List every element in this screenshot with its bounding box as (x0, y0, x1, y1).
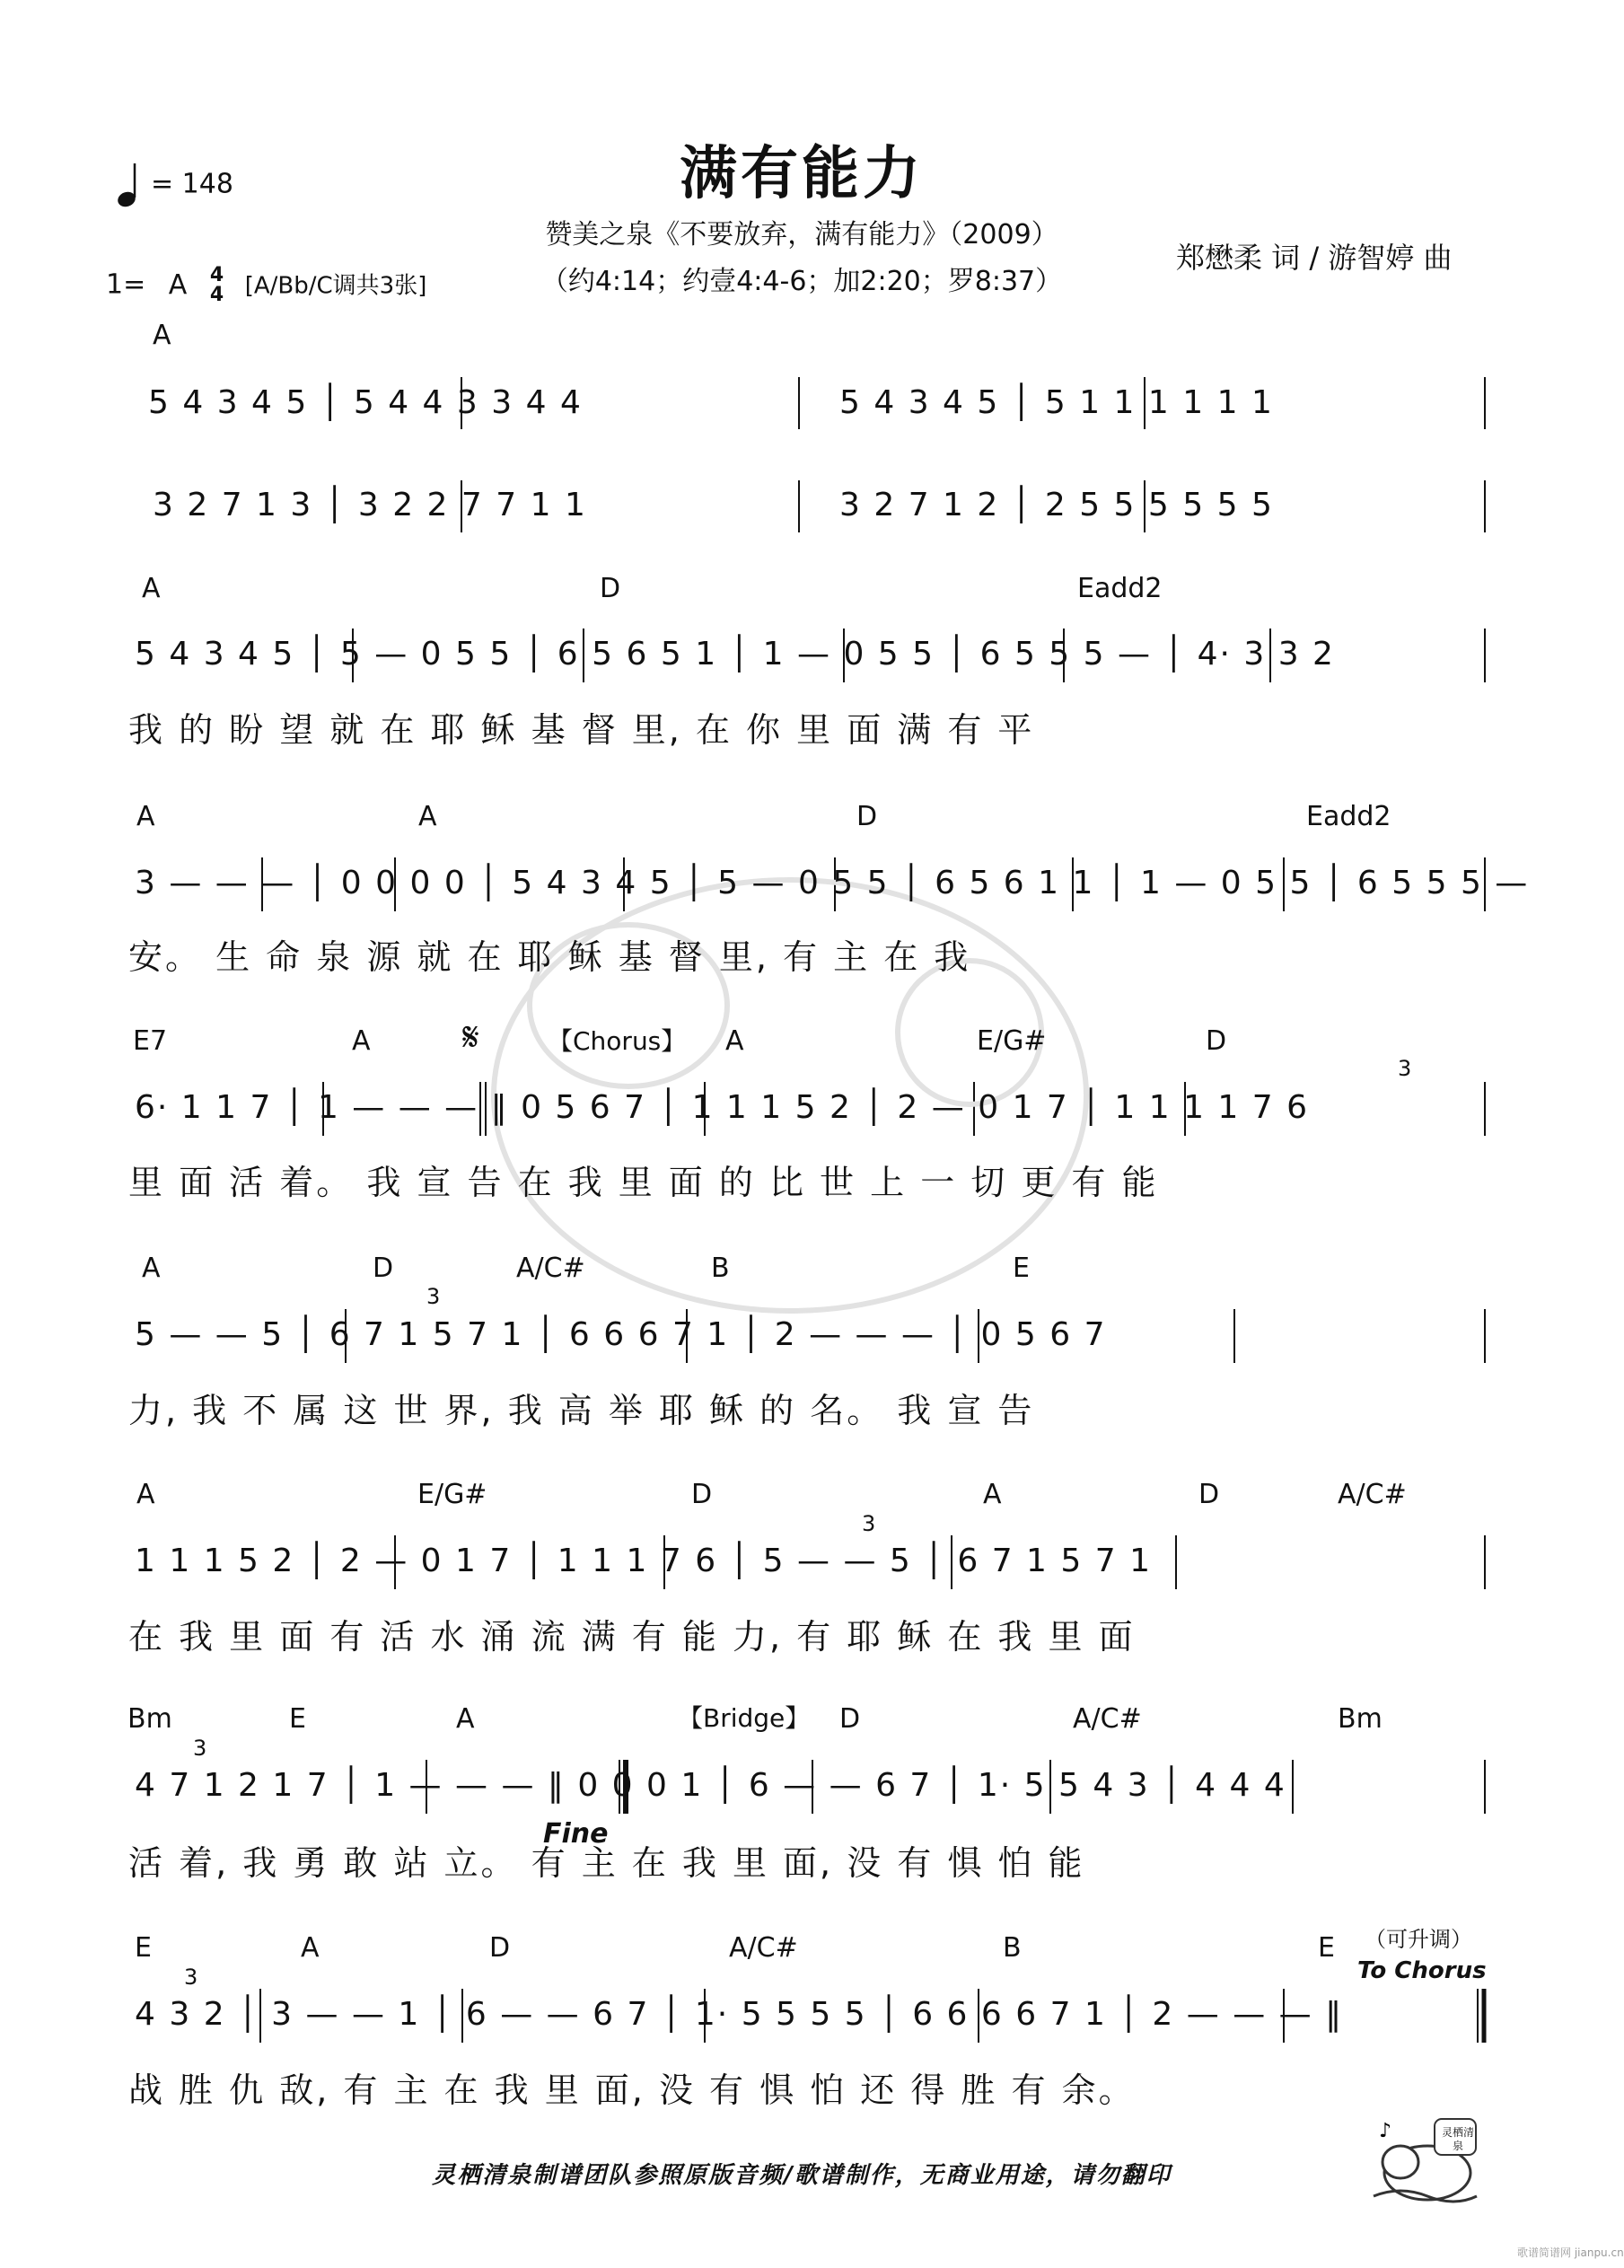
row5-chord-2: E/G# (417, 1479, 487, 1510)
key-value: A (168, 268, 188, 301)
row5-lyrics: 在 我 里 面 有 活 水 涌 流 满 有 能 力, 有 耶 稣 在 我 里 面 (128, 1617, 1136, 1657)
row2-notes: 3 — — — │ 0 0 0 0 │ 5 4 3 4 5 │ 5 — 0 5 5 │ 6 5 6 1 1 │ 1 — 0 5 5 │ 6 5 5 5 — (135, 865, 1530, 901)
key-up-note: （可升调） (1365, 1927, 1472, 1952)
row2-chord-3: D (856, 801, 878, 832)
svg-text:♪: ♪ (1379, 2120, 1392, 2142)
row3-triplet: 3 (1398, 1056, 1412, 1081)
row5-chord-5: D (1198, 1479, 1220, 1510)
intro-harmony-a: 3 2 7 1 3 │ 3 2 2 7 7 1 1 (153, 487, 587, 523)
row3-chord-1: E7 (133, 1025, 168, 1057)
row7-triplet: 3 (184, 1965, 198, 1990)
row1-notes: 5 4 3 4 5 │ 5 — 0 5 5 │ 6 5 6 5 1 │ 1 — 0 5 5 │ 6 5 5 5 — │ 4· 3 3 2 (135, 636, 1335, 672)
row3-chord-4: E/G# (977, 1025, 1047, 1057)
row1-lyrics: 我 的 盼 望 就 在 耶 稣 基 督 里, 在 你 里 面 满 有 平 (128, 710, 1035, 750)
row7-chord-4: A/C# (729, 1932, 798, 1964)
segno-sign: 𝄋 (462, 1015, 479, 1060)
row4-chord-4: B (711, 1253, 730, 1284)
row6-triplet: 3 (193, 1736, 207, 1761)
row1-chord-3: Eadd2 (1077, 573, 1163, 604)
key-note: [A/Bb/C调共3张] (244, 272, 427, 300)
key-prefix: 1= (106, 268, 146, 301)
intro-harmony-b: 3 2 7 1 2 │ 2 5 5 5 5 5 5 (839, 487, 1274, 523)
row7-notes: 4 3 2 │ 3 — — 1 │ 6 — — 6 7 │ 1· 5 5 5 5 │ 6 6 6 6 7 1 │ 2 — — — ‖ (135, 1996, 1344, 2033)
row5-chord-1: A (136, 1479, 155, 1510)
row6-chord-4: D (839, 1703, 861, 1735)
row5-triplet: 3 (862, 1511, 876, 1536)
row4-chord-2: D (373, 1253, 394, 1284)
tempo-marking (117, 162, 233, 208)
time-denominator: 4 (209, 284, 224, 306)
row7-chord-5: B (1003, 1932, 1022, 1964)
row6-chord-6: Bm (1338, 1703, 1383, 1735)
sheep-logo (1365, 2110, 1481, 2212)
row2-chord-4: Eadd2 (1306, 801, 1391, 832)
row5-chord-3: D (691, 1479, 713, 1510)
row6-chord-5: A/C# (1073, 1703, 1142, 1735)
bridge-label: 【Bridge】 (678, 1703, 811, 1733)
row7-chord-6: E (1318, 1932, 1335, 1964)
time-signature (210, 266, 224, 305)
album-subtitle: 赞美之泉《不要放弃，满有能力》（2009） (545, 219, 1058, 251)
row6-chord-2: E (289, 1703, 306, 1735)
tempo-value: = 148 (151, 168, 233, 200)
to-chorus-marking: To Chorus (1357, 1957, 1487, 1984)
scripture-refs: （约4:14；约壹4:4-6；加2:20；罗8:37） (540, 266, 1063, 297)
row6-chord-1: Bm (127, 1703, 172, 1735)
site-watermark: 歌谱简谱网 jianpu.cn (1517, 2246, 1624, 2259)
key-signature (106, 266, 426, 305)
row3-notes: 6· 1 1 7 │ 1 — — — ‖ 0 5 6 7 │ 1 1 1 5 2 │ 2 — 0 1 7 │ 1 1 1 1 7 6 (135, 1089, 1310, 1126)
row4-chord-3: A/C# (516, 1253, 585, 1284)
sheep-logo-icon (1365, 2110, 1481, 2209)
row5-chord-4: A (983, 1479, 1002, 1510)
row3-chord-3: A (725, 1025, 744, 1057)
fine-marking: Fine (543, 1818, 609, 1850)
row1-chord-2: D (600, 573, 621, 604)
row4-notes: 5 — — 5 │ 6 7 1 5 7 1 │ 6 6 6 7 1 │ 2 — — — │ 0 5 6 7 (135, 1316, 1107, 1353)
row7-chord-1: E (135, 1932, 152, 1964)
row3-chord-5: D (1206, 1025, 1227, 1057)
row3-lyrics: 里 面 活 着。 我 宣 告 在 我 里 面 的 比 世 上 一 切 更 有 能 (128, 1163, 1159, 1202)
intro-melody-a: 5 4 3 4 5 │ 5 4 4 3 3 4 4 (148, 384, 583, 421)
footer-notice: 灵栖清泉制谱团队参照原版音频/歌谱制作，无商业用途，请勿翻印 (432, 2162, 1172, 2189)
intro-chord: A (153, 320, 171, 351)
row4-lyrics: 力, 我 不 属 这 世 界, 我 高 举 耶 稣 的 名。 我 宣 告 (128, 1391, 1035, 1430)
row3-chord-2: A (352, 1025, 371, 1057)
row6-notes: 4 7 1 2 1 7 │ 1 — — — ‖ 0 0 0 1 │ 6 — — 6 7 │ 1· 5 5 4 3 │ 4 4 4 (135, 1767, 1286, 1804)
row2-chord-2: A (418, 801, 437, 832)
time-numerator: 4 (209, 264, 224, 286)
song-title: 满有能力 (680, 141, 924, 207)
row2-lyrics: 安。 生 命 泉 源 就 在 耶 稣 基 督 里, 有 主 在 我 (128, 937, 971, 977)
row5-notes: 1 1 1 5 2 │ 2 — 0 1 7 │ 1 1 1 7 6 │ 5 — — 5 │ 6 7 1 5 7 1 (135, 1543, 1153, 1579)
row6-chord-3: A (456, 1703, 475, 1735)
logo-text: 灵栖清泉 (1442, 2126, 1475, 2152)
intro-melody-b: 5 4 3 4 5 │ 5 1 1 1 1 1 1 (839, 384, 1274, 421)
row4-chord-1: A (142, 1253, 161, 1284)
row2-chord-1: A (136, 801, 155, 832)
quarter-note-icon (117, 162, 142, 208)
row6-lyrics: 活 着, 我 勇 敢 站 立。 有 主 在 我 里 面, 没 有 惧 怕 能 (128, 1843, 1085, 1883)
credits: 郑懋柔 词 / 游智婷 曲 (1176, 241, 1453, 275)
row4-chord-5: E (1013, 1253, 1030, 1284)
row7-chord-2: A (301, 1932, 320, 1964)
row1-chord-1: A (142, 573, 161, 604)
row4-triplet: 3 (426, 1284, 441, 1309)
row7-lyrics: 战 胜 仇 敌, 有 主 在 我 里 面, 没 有 惧 怕 还 得 胜 有 余。 (128, 2070, 1136, 2110)
row7-chord-3: D (489, 1932, 511, 1964)
row5-chord-6: A/C# (1338, 1479, 1407, 1510)
chorus-label: 【Chorus】 (548, 1026, 687, 1056)
